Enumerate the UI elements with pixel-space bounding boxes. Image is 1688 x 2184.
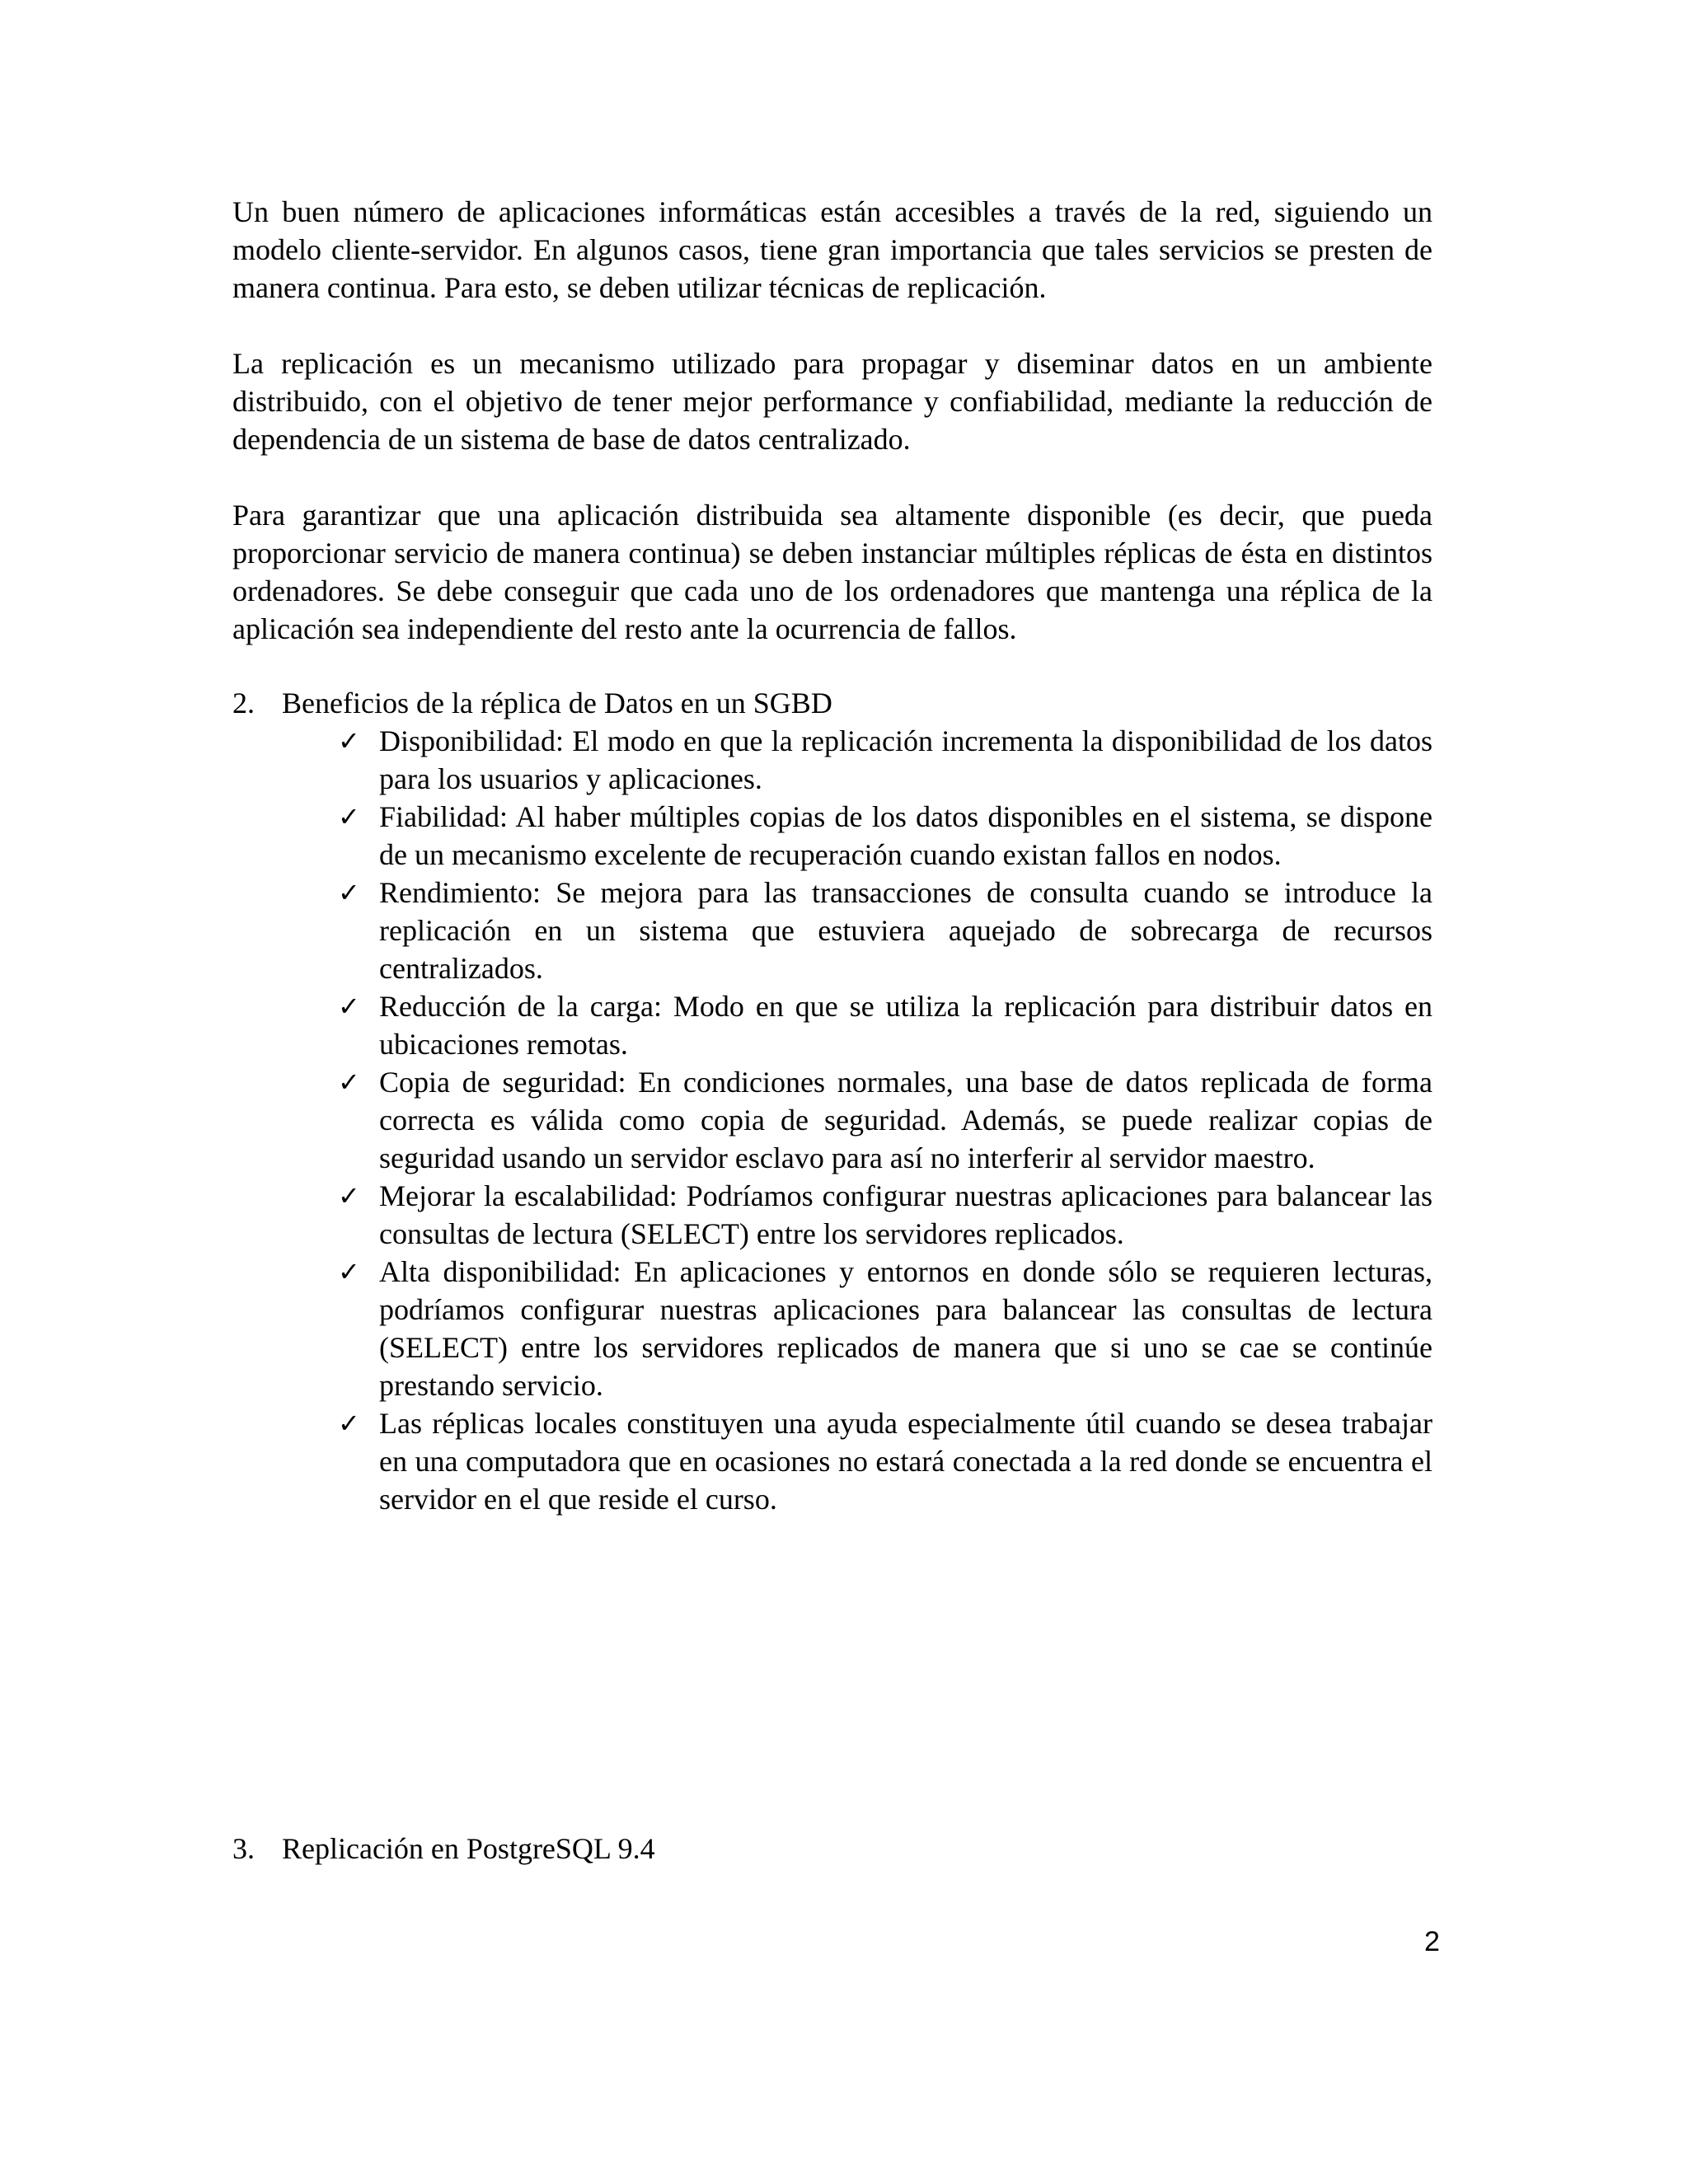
section-title: Replicación en PostgreSQL 9.4 [282,1832,655,1865]
list-item [338,722,1432,798]
list-item [338,987,1432,1063]
checkmark-icon: ✓ [338,1408,360,1439]
list-item-text: Reducción de la carga: Modo en que se utiliza la replicación para distribuir datos en ubicaciones remotas. [379,990,1432,1061]
list-item [338,1063,1432,1177]
list-item-text: Fiabilidad: Al haber múltiples copias de los datos disponibles en el sistema, se dispone de un mecanismo excelente de recuperación cuando existan fallos en nodos. [379,800,1432,871]
paragraph-replication-definition: La replicación es un mecanismo utilizado para propagar y diseminar datos en un ambiente distribuido, con el objetivo de tener mejor performance y confiabilidad, mediante la reducción de dependencia de un sistema de base de datos centralizado. [232,347,1432,456]
list-item-text: Rendimiento: Se mejora para las transacciones de consulta cuando se introduce la replicación en un sistema que estuviera aquejado de sobrecarga de recursos centralizados. [379,876,1432,985]
section-number: 2. [232,687,255,719]
checkmark-icon: ✓ [338,1180,360,1212]
list-item-text: Copia de seguridad: En condiciones normales, una base de datos replicada de forma correcta es válida como copia de seguridad. Además, se puede realizar copias de seguridad usando un servidor esclavo para así no interferir al servidor maestro. [379,1066,1432,1174]
list-item-text: Alta disponibilidad: En aplicaciones y entornos en donde sólo se requieren lecturas, podríamos configurar nuestras aplicaciones para balancear las consultas de lectura (SELECT) entre los servidores replicados de manera que si uno se cae se continúe prestando servicio. [379,1255,1432,1402]
paragraph-intro: Un buen número de aplicaciones informáticas están accesibles a través de la red, siguiendo un modelo cliente-servidor. En algunos casos, tiene gran importancia que tales servicios se presten de manera continua. Para esto, se deben utilizar técnicas de replicación. [232,195,1432,304]
checkmark-icon: ✓ [338,991,360,1022]
checkmark-icon: ✓ [338,877,360,908]
list-item [338,1177,1432,1253]
checkmark-icon: ✓ [338,801,360,832]
list-item [338,1404,1432,1518]
list-item-text: Disponibilidad: El modo en que la replicación incrementa la disponibilidad de los datos para los usuarios y aplicaciones. [379,724,1432,795]
paragraph-high-availability: Para garantizar que una aplicación distribuida sea altamente disponible (es decir, que pueda proporcionar servicio de manera continua) se deben instanciar múltiples réplicas de ésta en distintos ordenadores. Se debe conseguir que cada uno de los ordenadores que mantenga una réplica de la aplicación sea independiente del resto ante la ocurrencia de fallos. [232,499,1432,645]
section-number: 3. [232,1832,255,1865]
list-item [338,798,1432,874]
section-heading-postgresql [232,1830,655,1868]
checkmark-icon: ✓ [338,725,360,757]
list-item-text: Mejorar la escalabilidad: Podríamos configurar nuestras aplicaciones para balancear las consultas de lectura (SELECT) entre los servidores replicados. [379,1179,1432,1250]
list-item [338,874,1432,987]
checkmark-icon: ✓ [338,1066,360,1098]
list-item-text: Las réplicas locales constituyen una ayuda especialmente útil cuando se desea trabajar en una computadora que en ocasiones no estará conectada a la red donde se encuentra el servidor en el que reside el curso. [379,1407,1432,1516]
page-number: 2 [1424,1926,1440,1957]
section-heading-benefits [232,684,832,722]
list-item [338,1253,1432,1404]
checkmark-icon: ✓ [338,1256,360,1287]
section-title: Beneficios de la réplica de Datos en un SGBD [282,687,832,719]
benefits-list [338,722,1432,1518]
